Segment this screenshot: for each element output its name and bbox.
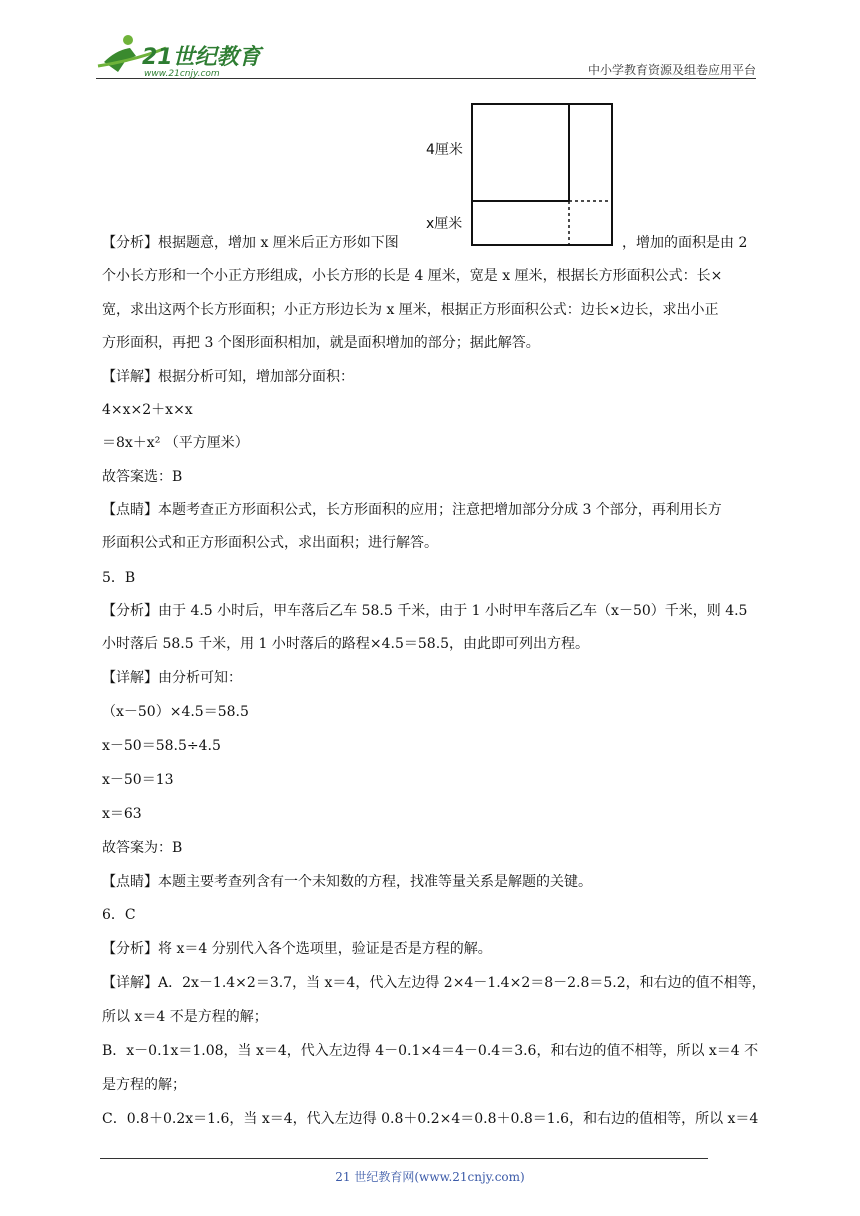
text-line: 【分析】根据题意，增加 x 厘米后正方形如下图 (102, 235, 399, 251)
text-line: （x－50）×4.5＝58.5 (102, 704, 249, 720)
text-line: 6．C (102, 907, 136, 923)
text-line: 故答案选：B (102, 469, 183, 485)
text-line: x－50＝13 (102, 772, 174, 788)
header-divider (96, 78, 756, 79)
text-line: 所以 x＝4 不是方程的解； (102, 1009, 268, 1025)
text-line: 故答案为：B (102, 840, 183, 856)
footer-divider (100, 1158, 708, 1159)
text-line: 【详解】由分析可知： (102, 670, 242, 686)
text-line: B．x－0.1x＝1.08，当 x＝4，代入左边得 4－0.1×4＝4－0.4＝3.6，和右边的值不相等，所以 x＝4 不 (102, 1043, 759, 1059)
text-line: 形面积公式和正方形面积公式，求出面积；进行解答。 (102, 535, 438, 551)
text-line: 【分析】由于 4.5 小时后，甲车落后乙车 58.5 千米，由于 1 小时甲车落后乙车（x－50）千米，则 4.5 (102, 603, 748, 619)
text-line: 宽，求出这两个长方形面积；小正方形边长为 x 厘米，根据正方形面积公式：边长×边长，求出小正 (102, 302, 719, 318)
footer-text: 21 世纪教育网(www.21cnjy.com) (335, 1170, 525, 1184)
square-diagram (424, 100, 614, 250)
site-logo (96, 30, 266, 80)
text-line: 是方程的解； (102, 1077, 186, 1093)
text-line: x－50＝58.5÷4.5 (102, 738, 221, 754)
text-line: ，增加的面积是由 2 (622, 235, 748, 251)
text-line: ＝8x＋x² （平方厘米） (102, 435, 249, 451)
text-line: 4×x×2＋x×x (102, 402, 193, 418)
text-line: 【分析】将 x＝4 分别代入各个选项里，验证是否是方程的解。 (102, 941, 492, 957)
text-line: 【点睛】本题主要考查列含有一个未知数的方程，找准等量关系是解题的关键。 (102, 874, 592, 890)
logo-text: 21世纪教育 (142, 45, 261, 70)
text-line: 方形面积，再把 3 个图形面积相加，就是面积增加的部分；据此解答。 (102, 335, 540, 351)
text-line: 【点睛】本题考查正方形面积公式，长方形面积的应用；注意把增加部分分成 3 个部分，再利用长方 (102, 502, 722, 518)
text-line: 【详解】根据分析可知，增加部分面积： (102, 369, 354, 385)
text-line: 个小长方形和一个小正方形组成，小长方形的长是 4 厘米，宽是 x 厘米，根据长方形面积公式：长× (102, 268, 723, 284)
label-4cm: 4厘米 (426, 142, 463, 158)
text-line: 5．B (102, 570, 136, 586)
logo-url: www.21cnjy.com (144, 69, 220, 79)
text-line: 【详解】A．2x－1.4×2＝3.7，当 x＝4，代入左边得 2×4－1.4×2＝8－2.8＝5.2，和右边的值不相等， (102, 975, 766, 991)
header-platform-text: 中小学教育资源及组卷应用平台 (587, 63, 756, 77)
label-xcm: x厘米 (426, 216, 463, 232)
text-line: C．0.8＋0.2x＝1.6，当 x＝4，代入左边得 0.8＋0.2×4＝0.8＋0.8＝1.6，和右边的值相等，所以 x＝4 (102, 1111, 759, 1127)
outer-square (472, 104, 612, 245)
text-line: x＝63 (102, 806, 142, 822)
text-line: 小时落后 58.5 千米，用 1 小时落后的路程×4.5＝58.5，由此即可列出方程。 (102, 636, 590, 652)
